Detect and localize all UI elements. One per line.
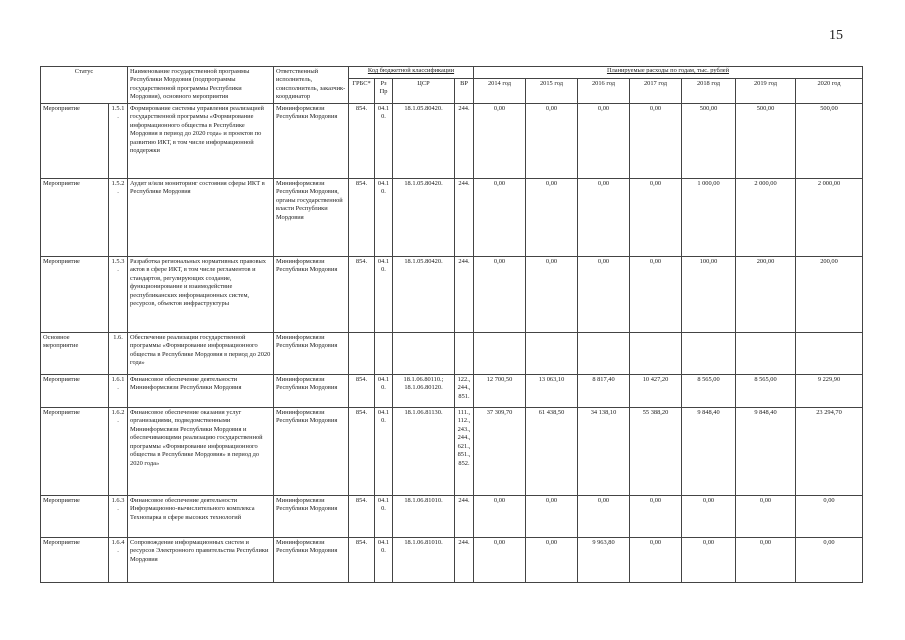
row-value: 34 138,10 (578, 407, 630, 495)
header-rzpr (375, 78, 393, 103)
header-expenses: Планируемые расходы по годам, тыс. рублей (474, 67, 863, 79)
row-executor: Мининформсвязи Республики Мордовия (274, 537, 349, 582)
row-value: 100,00 (682, 256, 736, 332)
row-vr: 244. (455, 103, 474, 178)
row-executor: Мининформсвязи Республики Мордовия (274, 407, 349, 495)
row-csr: 18.1.05.80420. (393, 256, 455, 332)
row-rzpr: 04.10. (375, 178, 393, 256)
row-value (736, 332, 796, 374)
budget-table (40, 66, 863, 583)
row-rzpr: 04.10. (375, 374, 393, 407)
row-value: 0,00 (526, 537, 578, 582)
row-status: Мероприятие (41, 537, 109, 582)
row-value: 0,00 (526, 178, 578, 256)
row-value: 0,00 (630, 256, 682, 332)
row-code: 1.5.2. (109, 178, 128, 256)
row-value: 500,00 (796, 103, 863, 178)
header-year: 2018 год (682, 78, 736, 103)
row-vr: 244. (455, 537, 474, 582)
row-vr: 244. (455, 495, 474, 537)
row-value (526, 332, 578, 374)
row-value: 200,00 (736, 256, 796, 332)
header-pr: Пр (379, 88, 388, 96)
row-value: 8 565,00 (736, 374, 796, 407)
row-name: Сопровождение информационных систем и ресурсов Электронного правительства Республики Мордовия (128, 537, 274, 582)
row-vr: 244. (455, 178, 474, 256)
row-value: 0,00 (682, 537, 736, 582)
row-grbs: 854. (349, 495, 375, 537)
row-value: 0,00 (474, 178, 526, 256)
table-row (41, 537, 863, 582)
row-executor: Мининформсвязи Республики Мордовия (274, 103, 349, 178)
row-grbs: 854. (349, 537, 375, 582)
row-value: 8 817,40 (578, 374, 630, 407)
row-value: 0,00 (474, 537, 526, 582)
row-value: 1 000,00 (682, 178, 736, 256)
header-year: 2016 год (578, 78, 630, 103)
row-value: 0,00 (526, 256, 578, 332)
row-csr: 18.1.06.81010. (393, 495, 455, 537)
row-value: 9 848,40 (736, 407, 796, 495)
row-csr: 18.1.05.80420. (393, 178, 455, 256)
header-year: 2020 год (796, 78, 863, 103)
row-value: 2 000,00 (796, 178, 863, 256)
row-name: Разработка региональных нормативных правовых актов в сфере ИКТ, в том числе регламентов и стандартов, регулирующих создание, функционирование и взаимодействие республиканских информационных систем, ресурсов, объектов инфраструктуры (128, 256, 274, 332)
row-grbs: 854. (349, 407, 375, 495)
row-value: 0,00 (630, 495, 682, 537)
row-grbs (349, 332, 375, 374)
table-row (41, 332, 863, 374)
row-value: 0,00 (796, 537, 863, 582)
header-year: 2015 год (526, 78, 578, 103)
row-value: 0,00 (578, 178, 630, 256)
row-value: 0,00 (736, 537, 796, 582)
row-vr: 244. (455, 256, 474, 332)
row-status: Основное мероприятие (41, 332, 109, 374)
row-csr: 18.1.06.81010. (393, 537, 455, 582)
header-year: 2014 год (474, 78, 526, 103)
row-value (796, 332, 863, 374)
row-value: 0,00 (526, 103, 578, 178)
row-vr: 122., 244., 851. (455, 374, 474, 407)
row-value: 9 229,90 (796, 374, 863, 407)
row-name: Обеспечение реализации государственной программы «Формирование информационного общества в Республике Мордовия в период до 2020 года» (128, 332, 274, 374)
row-code: 1.6.3. (109, 495, 128, 537)
row-status: Мероприятие (41, 407, 109, 495)
row-value: 0,00 (630, 103, 682, 178)
row-value: 0,00 (578, 103, 630, 178)
row-status: Мероприятие (41, 256, 109, 332)
row-rzpr: 04.10. (375, 537, 393, 582)
row-value: 0,00 (630, 178, 682, 256)
row-value: 0,00 (474, 103, 526, 178)
row-value: 0,00 (736, 495, 796, 537)
row-value (630, 332, 682, 374)
header-executor: Ответственный исполнитель, соисполнитель, заказчик-координатор (274, 67, 349, 104)
header-budget-code: Код бюджетной классификации (349, 67, 474, 79)
row-code: 1.5.3. (109, 256, 128, 332)
row-status: Мероприятие (41, 178, 109, 256)
row-csr (393, 332, 455, 374)
row-executor: Мининформсвязи Республики Мордовия (274, 256, 349, 332)
row-code: 1.6.2. (109, 407, 128, 495)
row-value: 23 294,70 (796, 407, 863, 495)
header-vr: ВР (455, 78, 474, 103)
row-value: 37 309,70 (474, 407, 526, 495)
header-year: 2019 год (736, 78, 796, 103)
row-value: 61 438,50 (526, 407, 578, 495)
row-status: Мероприятие (41, 103, 109, 178)
page-number: 15 (829, 28, 843, 43)
header-year: 2017 год (630, 78, 682, 103)
row-name: Финансовое обеспечение оказания услуг организациями, подведомственными Мининформсвязи Республики Мордовия и обеспечивающими реализацию государственной программы «Формирование информационного общества в Республике Мордовия» в период до 2020 года» (128, 407, 274, 495)
header-status: Статус (41, 67, 128, 104)
row-value: 200,00 (796, 256, 863, 332)
row-value: 0,00 (578, 495, 630, 537)
row-executor: Мининформсвязи Республики Мордовия (274, 495, 349, 537)
row-value: 9 963,80 (578, 537, 630, 582)
row-csr: 18.1.05.80420. (393, 103, 455, 178)
row-rzpr: 04.10. (375, 256, 393, 332)
row-value: 0,00 (682, 495, 736, 537)
row-code: 1.6.1. (109, 374, 128, 407)
row-value: 0,00 (474, 256, 526, 332)
row-executor: Мининформсвязи Республики Мордовия, органы государственной власти Республики Мордовия (274, 178, 349, 256)
row-csr: 18.1.06.81130. (393, 407, 455, 495)
header-row-1 (41, 67, 863, 79)
row-vr: 111., 112., 243., 244., 621., 851., 852. (455, 407, 474, 495)
row-value: 0,00 (474, 495, 526, 537)
row-value: 0,00 (578, 256, 630, 332)
row-csr: 18.1.06.80110.; 18.1.06.80120. (393, 374, 455, 407)
row-value: 12 700,50 (474, 374, 526, 407)
header-name: Наименование государственной программы Республики Мордовия (подпрограммы государственной программы Республики Мордовия), основного мероприятия (128, 67, 274, 104)
row-status: Мероприятие (41, 374, 109, 407)
row-grbs: 854. (349, 374, 375, 407)
row-code: 1.5.1. (109, 103, 128, 178)
row-executor: Мининформсвязи Республики Мордовия (274, 332, 349, 374)
row-rzpr: 04.10. (375, 103, 393, 178)
row-value (682, 332, 736, 374)
row-value: 0,00 (526, 495, 578, 537)
row-value (474, 332, 526, 374)
row-value: 2 000,00 (736, 178, 796, 256)
row-value: 500,00 (736, 103, 796, 178)
table-row (41, 256, 863, 332)
table-row (41, 178, 863, 256)
row-name: Аудит и/или мониторинг состояния сферы ИКТ в Республике Мордовия (128, 178, 274, 256)
table-row (41, 374, 863, 407)
row-value: 10 427,20 (630, 374, 682, 407)
row-rzpr: 04.10. (375, 407, 393, 495)
row-value: 500,00 (682, 103, 736, 178)
table-row (41, 407, 863, 495)
table-row (41, 495, 863, 537)
header-rz: Рз (380, 79, 387, 87)
header-csr: ЦСР (393, 78, 455, 103)
row-value: 13 063,10 (526, 374, 578, 407)
row-name: Формирование системы управления реализацией государственной программы «Формирование информационного общества в Республике Мордовия в период до 2020 года» и проектов по развитию ИКТ, в том числе информационной поддержки (128, 103, 274, 178)
row-executor: Мининформсвязи Республики Мордовия (274, 374, 349, 407)
row-name: Финансовое обеспечение деятельности Мининформсвязи Республики Мордовия (128, 374, 274, 407)
row-status: Мероприятие (41, 495, 109, 537)
row-value: 0,00 (630, 537, 682, 582)
row-code: 1.6. (109, 332, 128, 374)
row-vr (455, 332, 474, 374)
row-value (578, 332, 630, 374)
row-rzpr: 04.10. (375, 495, 393, 537)
row-value: 55 388,20 (630, 407, 682, 495)
row-name: Финансовое обеспечение деятельности Информационно-вычислительного комплекса Технопарка в сфере высоких технологий (128, 495, 274, 537)
row-value: 0,00 (796, 495, 863, 537)
row-grbs: 854. (349, 256, 375, 332)
row-value: 8 565,00 (682, 374, 736, 407)
header-grbs: ГРБС* (349, 78, 375, 103)
row-value: 9 848,40 (682, 407, 736, 495)
table-row (41, 103, 863, 178)
row-grbs: 854. (349, 103, 375, 178)
row-code: 1.6.4. (109, 537, 128, 582)
row-grbs: 854. (349, 178, 375, 256)
row-rzpr (375, 332, 393, 374)
